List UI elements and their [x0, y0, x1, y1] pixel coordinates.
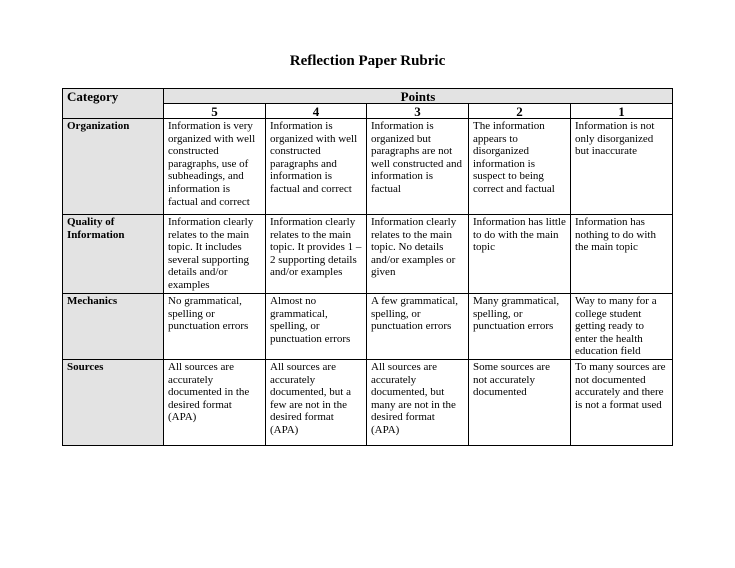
- rubric-table: [62, 88, 673, 446]
- criteria-cell: Information has nothing to do with the main topic: [571, 215, 673, 294]
- criteria-cell: Information clearly relates to the main topic. It provides 1 – 2 supporting details and/or examples: [266, 215, 367, 294]
- category-cell: Quality of Information: [63, 215, 164, 294]
- table-row-quality: [63, 215, 673, 294]
- score-header-2: 2: [469, 104, 571, 119]
- table-row-sources: [63, 360, 673, 446]
- score-header-1: 1: [571, 104, 673, 119]
- criteria-cell: All sources are accurately documented in the desired format (APA): [164, 360, 266, 446]
- category-cell: Organization: [63, 119, 164, 215]
- score-header-4: 4: [266, 104, 367, 119]
- criteria-cell: Many grammatical, spelling, or punctuation errors: [469, 294, 571, 360]
- criteria-cell: Way to many for a college student getting ready to enter the health education field: [571, 294, 673, 360]
- criteria-cell: Some sources are not accurately documented: [469, 360, 571, 446]
- criteria-cell: Information is not only disorganized but inaccurate: [571, 119, 673, 215]
- score-header-3: 3: [367, 104, 469, 119]
- criteria-cell: All sources are accurately documented, but a few are not in the desired format (APA): [266, 360, 367, 446]
- criteria-cell: Almost no grammatical, spelling, or punctuation errors: [266, 294, 367, 360]
- criteria-cell: The information appears to disorganized information is suspect to being correct and factual: [469, 119, 571, 215]
- category-cell: Sources: [63, 360, 164, 446]
- category-header: Category: [63, 89, 164, 119]
- header-row: [63, 89, 673, 104]
- table-row-mechanics: [63, 294, 673, 360]
- points-header: Points: [164, 89, 673, 104]
- criteria-cell: Information is organized but paragraphs are not well constructed and information is factual: [367, 119, 469, 215]
- score-header-5: 5: [164, 104, 266, 119]
- criteria-cell: Information clearly relates to the main topic. It includes several supporting details and/or examples: [164, 215, 266, 294]
- criteria-cell: A few grammatical, spelling, or punctuation errors: [367, 294, 469, 360]
- category-cell: Mechanics: [63, 294, 164, 360]
- criteria-cell: Information is organized with well constructed paragraphs and information is factual and correct: [266, 119, 367, 215]
- criteria-cell: Information clearly relates to the main topic. No details and/or examples or given: [367, 215, 469, 294]
- criteria-cell: All sources are accurately documented, but many are not in the desired format (APA): [367, 360, 469, 446]
- table-row-organization: [63, 119, 673, 215]
- criteria-cell: Information is very organized with well constructed paragraphs, use of subheadings, and information is factual and correct: [164, 119, 266, 215]
- criteria-cell: Information has little to do with the main topic: [469, 215, 571, 294]
- page-title: Reflection Paper Rubric: [289, 53, 446, 69]
- criteria-cell: To many sources are not documented accurately and there is not a format used: [571, 360, 673, 446]
- criteria-cell: No grammatical, spelling or punctuation errors: [164, 294, 266, 360]
